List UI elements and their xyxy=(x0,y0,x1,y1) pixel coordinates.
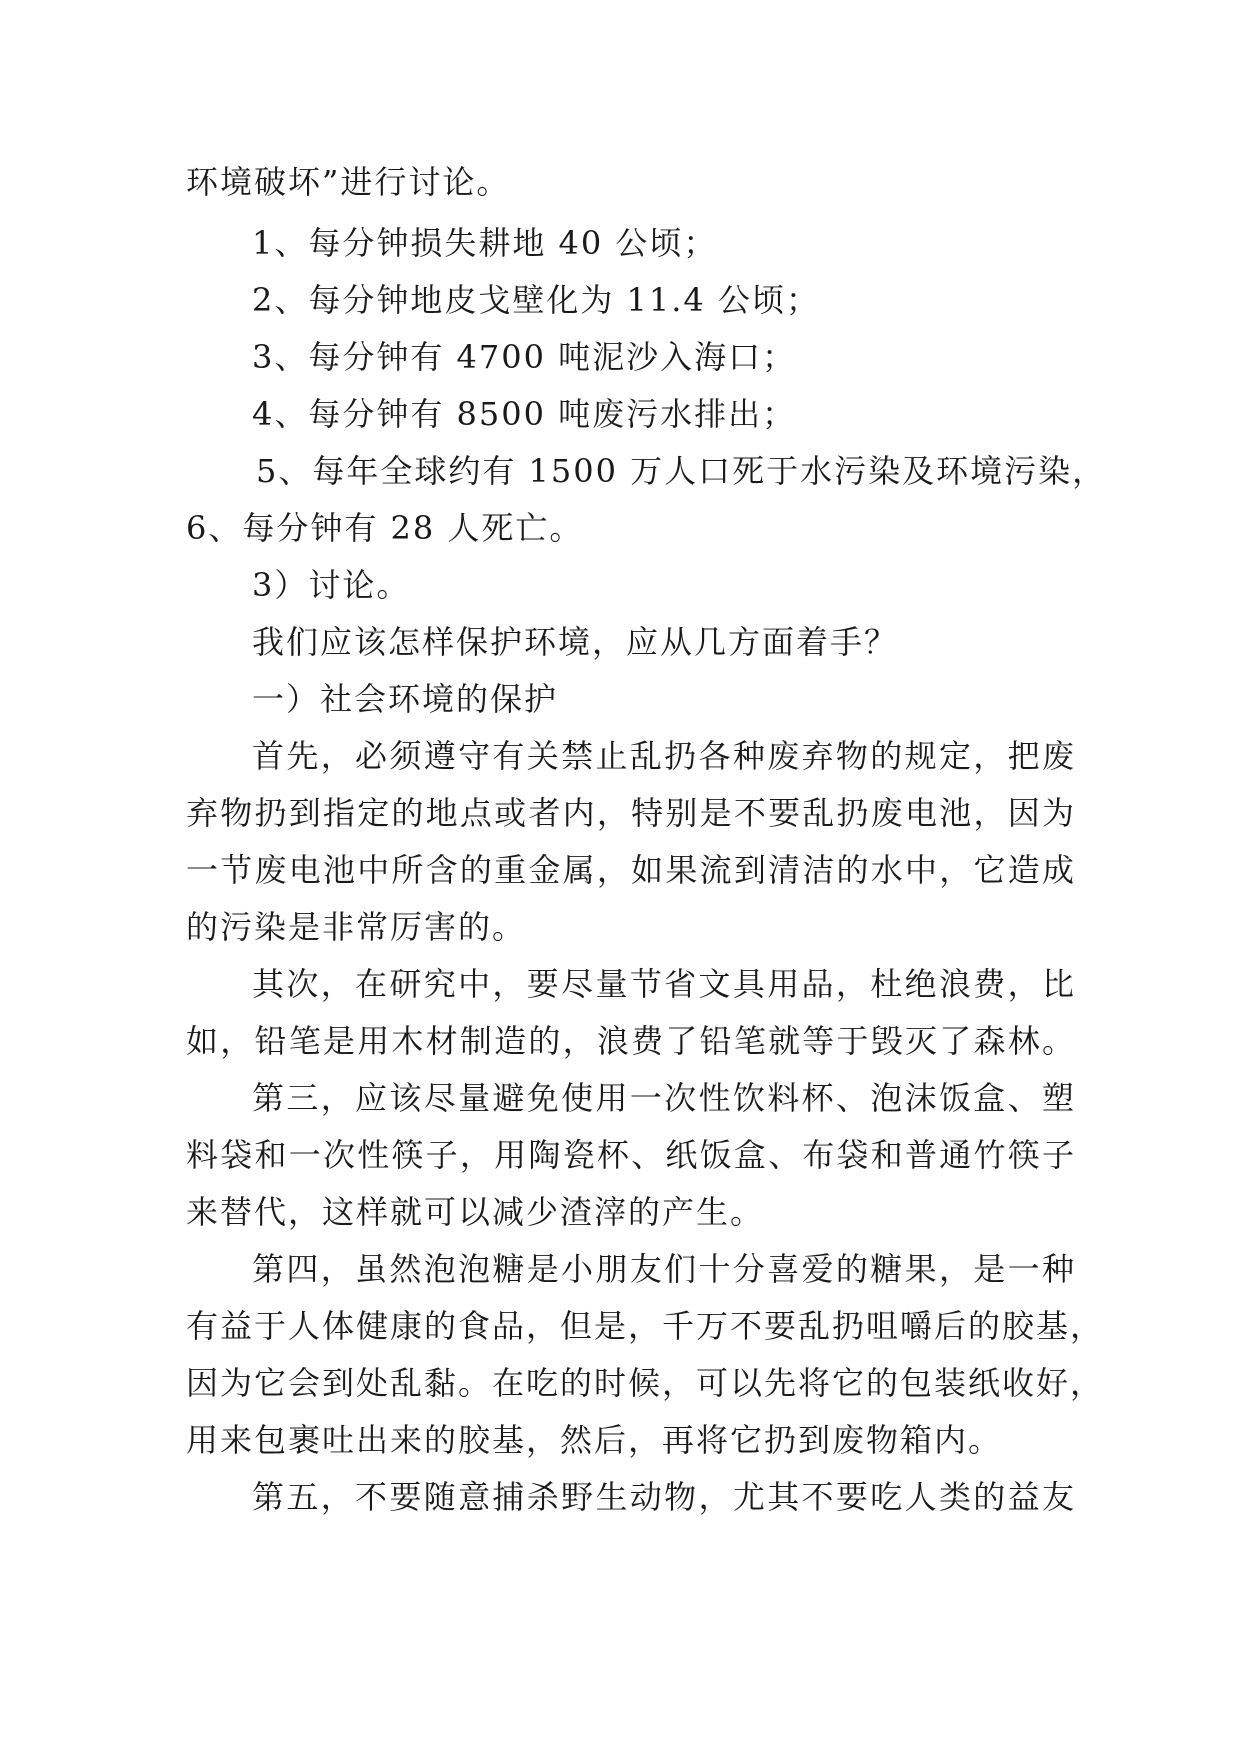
list-item: 4、每分钟有 8500 吨废污水排出； xyxy=(252,395,797,433)
list-item: 3、每分钟有 4700 吨泥沙入海口； xyxy=(252,338,797,376)
list-item: 2、每分钟地皮戈壁化为 11.4 公顷； xyxy=(252,281,820,319)
paragraph-line: 我们应该怎样保护环境，应从几方面着手？ xyxy=(252,623,899,661)
paragraph-line: 弃物扔到指定的地点或者内，特别是不要乱扔废电池，因为 xyxy=(186,794,1076,832)
paragraph-line: 第四，虽然泡泡糖是小朋友们十分喜爱的糖果，是一种 xyxy=(252,1250,1076,1288)
paragraph-line: 来替代，这样就可以减少渣滓的产生。 xyxy=(186,1193,765,1231)
list-item: 6、每分钟有 28 人死亡。 xyxy=(186,509,584,547)
section-heading: 一）社会环境的保护 xyxy=(252,680,559,718)
paragraph-line: 第三，应该尽量避免使用一次性饮料杯、泡沫饭盒、塑 xyxy=(252,1079,1076,1117)
text-line: 环境破坏”进行讨论。 xyxy=(186,163,511,201)
paragraph-line: 首先，必须遵守有关禁止乱扔各种废弃物的规定，把废 xyxy=(252,737,1076,775)
paragraph-line: 用来包裹吐出来的胶基，然后，再将它扔到废物箱内。 xyxy=(186,1421,1003,1459)
paragraph-line: 有益于人体健康的食品，但是，千万不要乱扔咀嚼后的胶基， xyxy=(186,1307,1105,1345)
section-label: 3）讨论。 xyxy=(252,566,411,604)
paragraph-line: 一节废电池中所含的重金属，如果流到清洁的水中，它造成 xyxy=(186,851,1076,889)
paragraph-line: 如，铅笔是用木材制造的，浪费了铅笔就等于毁灭了森林。 xyxy=(186,1022,1076,1060)
list-item: 5、每年全球约有 1500 万人口死于水污染及环境污染， xyxy=(256,452,1107,490)
paragraph-line: 料袋和一次性筷子，用陶瓷杯、纸饭盒、布袋和普通竹筷子 xyxy=(186,1136,1076,1174)
list-item: 1、每分钟损失耕地 40 公顷； xyxy=(252,224,718,262)
paragraph-line: 因为它会到处乱黏。在吃的时候，可以先将它的包装纸收好， xyxy=(186,1364,1105,1402)
paragraph-line: 第五，不要随意捕杀野生动物，尤其不要吃人类的益友 xyxy=(252,1478,1076,1516)
paragraph-line: 的污染是非常厉害的。 xyxy=(186,908,527,946)
paragraph-line: 其次，在研究中，要尽量节省文具用品，杜绝浪费，比 xyxy=(252,965,1076,1003)
